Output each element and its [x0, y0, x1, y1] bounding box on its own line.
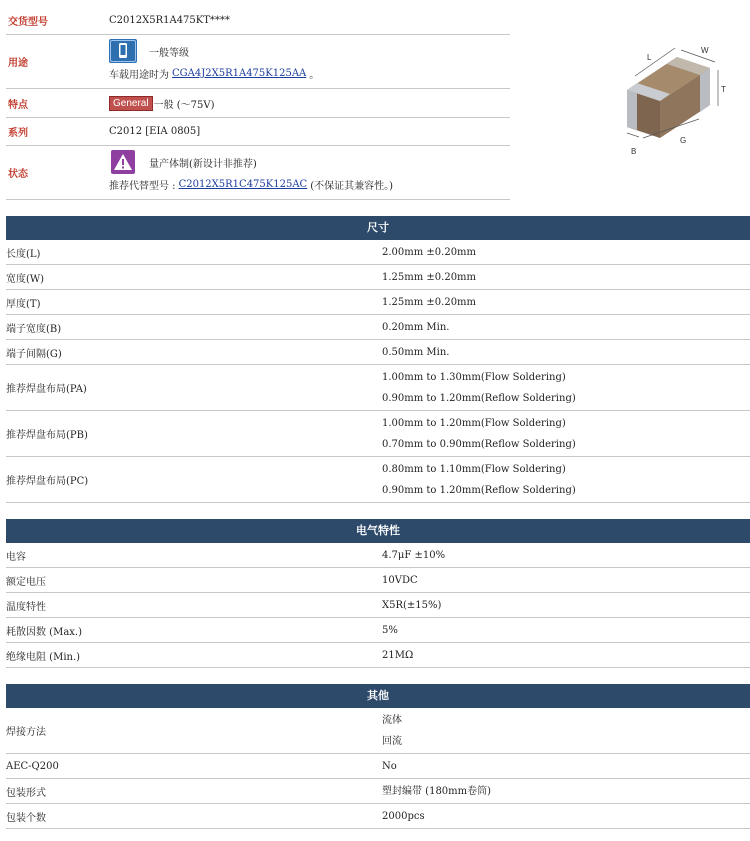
- warning-icon: [109, 150, 137, 174]
- summary-row-status: [6, 146, 510, 200]
- row-value: No: [382, 760, 397, 772]
- summary-label: 交货型号: [8, 16, 48, 28]
- usage-grade-text: 一般等级: [149, 47, 189, 59]
- summary-label: 系列: [8, 128, 28, 139]
- summary-row-usage: [6, 35, 510, 89]
- summary-row-feature: [6, 89, 510, 118]
- row-label: 绝缘电阻 (Min.): [6, 651, 81, 663]
- table-row: [6, 708, 750, 754]
- table-row: [6, 265, 750, 290]
- row-value: 1.25mm ±0.20mm: [382, 296, 477, 308]
- section-header: 电气特性: [6, 519, 750, 543]
- feature-value: 一般 (～75V): [153, 99, 215, 111]
- series-value: C2012 [EIA 0805]: [109, 126, 201, 137]
- row-label: 推荐焊盘布局(PC): [6, 476, 89, 487]
- section-header: 其他: [6, 684, 750, 708]
- status-text: 量产体制(新设计非推荐): [149, 158, 257, 170]
- table-row: [6, 543, 750, 568]
- row-value: 5%: [382, 624, 398, 636]
- row-value: 0.70mm to 0.90mm(Reflow Soldering): [382, 438, 576, 450]
- label-W: W: [701, 46, 709, 55]
- row-value: 2.00mm ±0.20mm: [382, 246, 477, 258]
- row-label: 焊接方法: [6, 727, 46, 738]
- row-value: 21MΩ: [382, 649, 414, 661]
- dimensions-section: [6, 216, 750, 503]
- row-value: 0.80mm to 1.10mm(Flow Soldering): [382, 463, 566, 475]
- row-label: AEC-Q200: [6, 760, 59, 772]
- summary-label: 状态: [8, 169, 28, 180]
- device-icon: [109, 39, 137, 63]
- label-L: L: [647, 53, 652, 62]
- product-summary-table: [6, 6, 510, 200]
- label-B: B: [631, 147, 637, 156]
- row-value: 回流: [382, 735, 402, 747]
- summary-row-part-number: [6, 6, 510, 35]
- section-header: 尺寸: [6, 216, 750, 240]
- row-value: X5R(±15%): [382, 599, 442, 611]
- capacitor-illustration: [615, 40, 735, 170]
- row-label: 耗散因数 (Max.): [6, 626, 83, 638]
- row-label: 宽度(W): [6, 273, 45, 285]
- table-row: [6, 315, 750, 340]
- automotive-suffix-text: 。: [309, 69, 320, 81]
- summary-row-series: [6, 118, 510, 146]
- row-label: 推荐焊盘布局(PA): [6, 384, 87, 395]
- row-value: 0.90mm to 1.20mm(Reflow Soldering): [382, 484, 576, 496]
- recommended-suffix-text: (不保证其兼容性。): [310, 180, 394, 192]
- row-value: 1.25mm ±0.20mm: [382, 271, 477, 283]
- row-label: 电容: [6, 551, 26, 563]
- label-T: T: [721, 85, 726, 94]
- table-row: [6, 290, 750, 315]
- table-row: [6, 365, 750, 411]
- general-badge: General: [109, 96, 153, 111]
- row-label: 端子宽度(B): [6, 323, 62, 335]
- row-value: 塑封编带 (180mm卷筒): [382, 785, 492, 797]
- other-section: [6, 684, 750, 829]
- row-label: 包装形式: [6, 787, 46, 799]
- table-row: [6, 618, 750, 643]
- row-label: 温度特性: [6, 601, 46, 613]
- table-row: [6, 411, 750, 457]
- part-number-value: C2012X5R1A475KT****: [109, 14, 230, 26]
- row-value: 4.7μF ±10%: [382, 549, 446, 561]
- row-label: 额定电压: [6, 576, 46, 588]
- row-value: 0.90mm to 1.20mm(Reflow Soldering): [382, 392, 576, 404]
- electrical-section: [6, 519, 750, 668]
- row-label: 长度(L): [6, 248, 41, 260]
- automotive-prefix-text: 车载用途时为: [109, 69, 169, 81]
- row-value: 10VDC: [382, 574, 418, 586]
- automotive-part-link[interactable]: CGA4J2X5R1A475K125AA: [172, 67, 307, 79]
- row-value: 流体: [382, 714, 402, 726]
- row-label: 端子间隔(G): [6, 348, 62, 360]
- table-row: [6, 457, 750, 503]
- row-value: 0.50mm Min.: [382, 346, 450, 358]
- summary-label: 用途: [8, 58, 28, 69]
- summary-label: 特点: [8, 99, 28, 111]
- table-row: [6, 754, 750, 779]
- row-value: 1.00mm to 1.30mm(Flow Soldering): [382, 371, 566, 383]
- row-label: 推荐焊盘布局(PB): [6, 430, 88, 441]
- recommended-part-link[interactable]: C2012X5R1C475K125AC: [178, 178, 308, 190]
- table-row: [6, 643, 750, 668]
- label-G: G: [680, 136, 687, 145]
- table-row: [6, 779, 750, 804]
- row-value: 2000pcs: [382, 810, 425, 822]
- row-label: 厚度(T): [6, 298, 41, 310]
- recommended-prefix-text: 推荐代替型号 :: [109, 180, 176, 192]
- table-row: [6, 240, 750, 265]
- table-row: [6, 568, 750, 593]
- table-row: [6, 804, 750, 829]
- table-row: [6, 340, 750, 365]
- row-value: 1.00mm to 1.20mm(Flow Soldering): [382, 417, 566, 429]
- table-row: [6, 593, 750, 618]
- row-label: 包装个数: [6, 812, 46, 824]
- row-value: 0.20mm Min.: [382, 321, 450, 333]
